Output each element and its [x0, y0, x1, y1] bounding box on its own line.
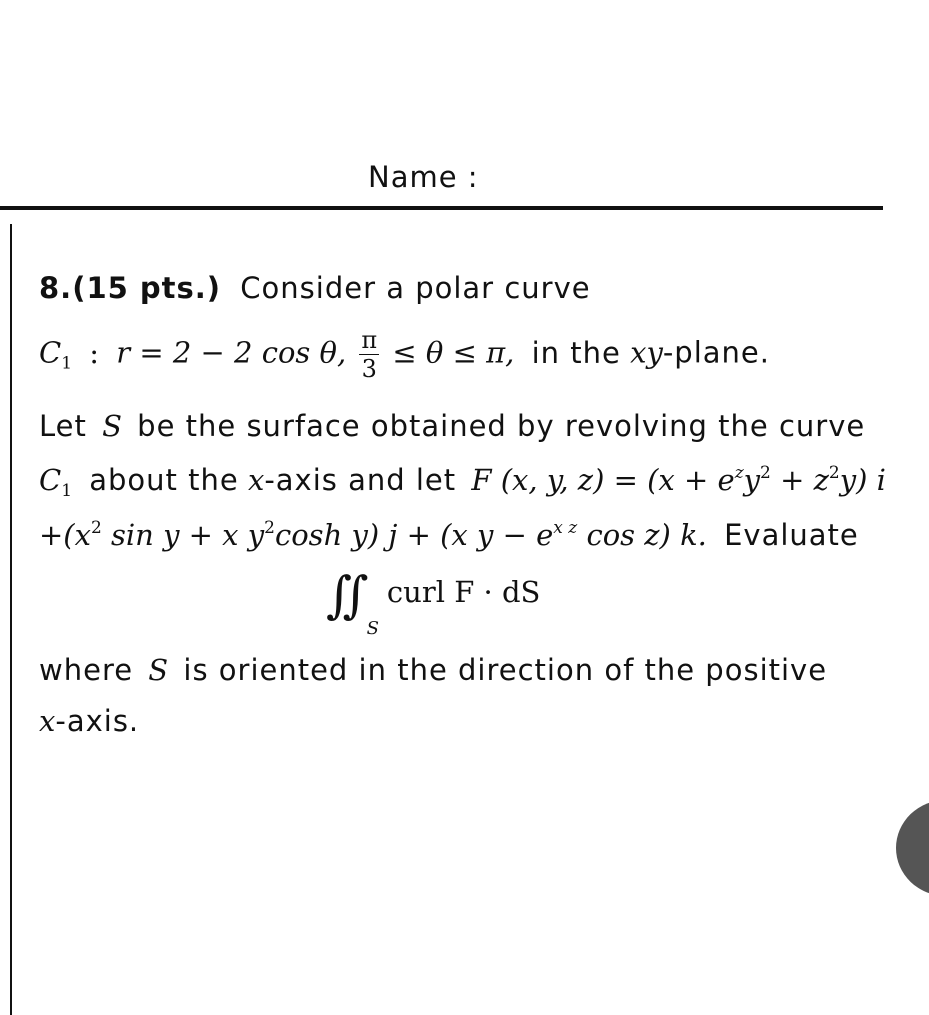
field-part-4: y) i — [839, 463, 886, 497]
curve-index: 1 — [61, 353, 73, 374]
integral-subscript: S — [366, 618, 379, 639]
field-part-2: y — [743, 463, 761, 497]
plane-variable: xy — [630, 335, 663, 370]
field-sup-3: 2 — [828, 463, 840, 483]
problem-line-2 — [39, 328, 770, 381]
about-the-text: about the — [89, 463, 239, 497]
problem-line-5 — [39, 518, 859, 552]
curve-symbol: C — [39, 335, 62, 370]
problem-line-8 — [39, 704, 140, 738]
polar-equation: r = 2 − 2 cos θ, — [116, 335, 347, 370]
double-integral-sign: ∬ — [326, 566, 369, 624]
orientation-text: is oriented in the direction of the positive — [183, 653, 828, 687]
surface-integral — [326, 560, 541, 639]
plane-word: -plane. — [662, 335, 770, 370]
field-sup-2: 2 — [760, 463, 771, 483]
let-text: Let — [39, 409, 87, 443]
cont-sup-a: 2 — [90, 518, 102, 538]
name-label: Name : — [368, 160, 479, 194]
field-continued — [39, 518, 707, 552]
cont-sup-b: 2 — [264, 518, 275, 538]
problem-number: 8.(15 pts.) — [39, 271, 222, 305]
cont-part-c: cosh y) j + (x y − e — [274, 518, 554, 552]
field-part-3: + z — [780, 463, 829, 497]
pi-over-three — [359, 328, 379, 381]
colon: : — [89, 335, 100, 370]
header-divider — [0, 206, 883, 210]
vector-field — [471, 463, 886, 497]
problem-line-4 — [39, 463, 886, 501]
problem-line-3 — [39, 409, 866, 443]
left-margin-rule — [10, 224, 12, 1015]
curve-index-2: 1 — [61, 481, 73, 501]
problem-intro: Consider a polar curve — [240, 271, 591, 305]
evaluate-text: Evaluate — [724, 518, 859, 552]
axis-variable-2: x — [39, 704, 56, 738]
surface-symbol: S — [102, 409, 122, 443]
cont-part-a: +(x — [39, 518, 91, 552]
where-text: where — [39, 653, 134, 687]
theta-range: ≤ θ ≤ π, — [392, 335, 515, 370]
field-part-1: F (x, y, z) = (x + e — [471, 463, 735, 497]
frac-numerator: π — [361, 326, 378, 354]
cont-part-b: sin y + x y — [111, 518, 265, 552]
axis-and-let-text: -axis and let — [264, 463, 457, 497]
axis-variable: x — [247, 463, 265, 497]
cont-sup-c: x z — [553, 518, 578, 538]
curve-symbol-2: C — [39, 463, 62, 497]
axis-text: -axis. — [55, 704, 140, 738]
field-sup-1: z — [734, 463, 744, 483]
problem-line-1 — [39, 271, 591, 305]
cont-part-d: cos z) k. — [586, 518, 707, 552]
problem-line-7 — [39, 653, 828, 687]
scroll-handle[interactable] — [896, 800, 929, 896]
in-the-text: in the — [531, 335, 621, 370]
surface-description: be the surface obtained by revolving the curve — [137, 409, 866, 443]
surface-symbol-2: S — [148, 653, 169, 687]
integrand: curl F · dS — [386, 575, 541, 609]
frac-denominator: 3 — [361, 355, 377, 383]
